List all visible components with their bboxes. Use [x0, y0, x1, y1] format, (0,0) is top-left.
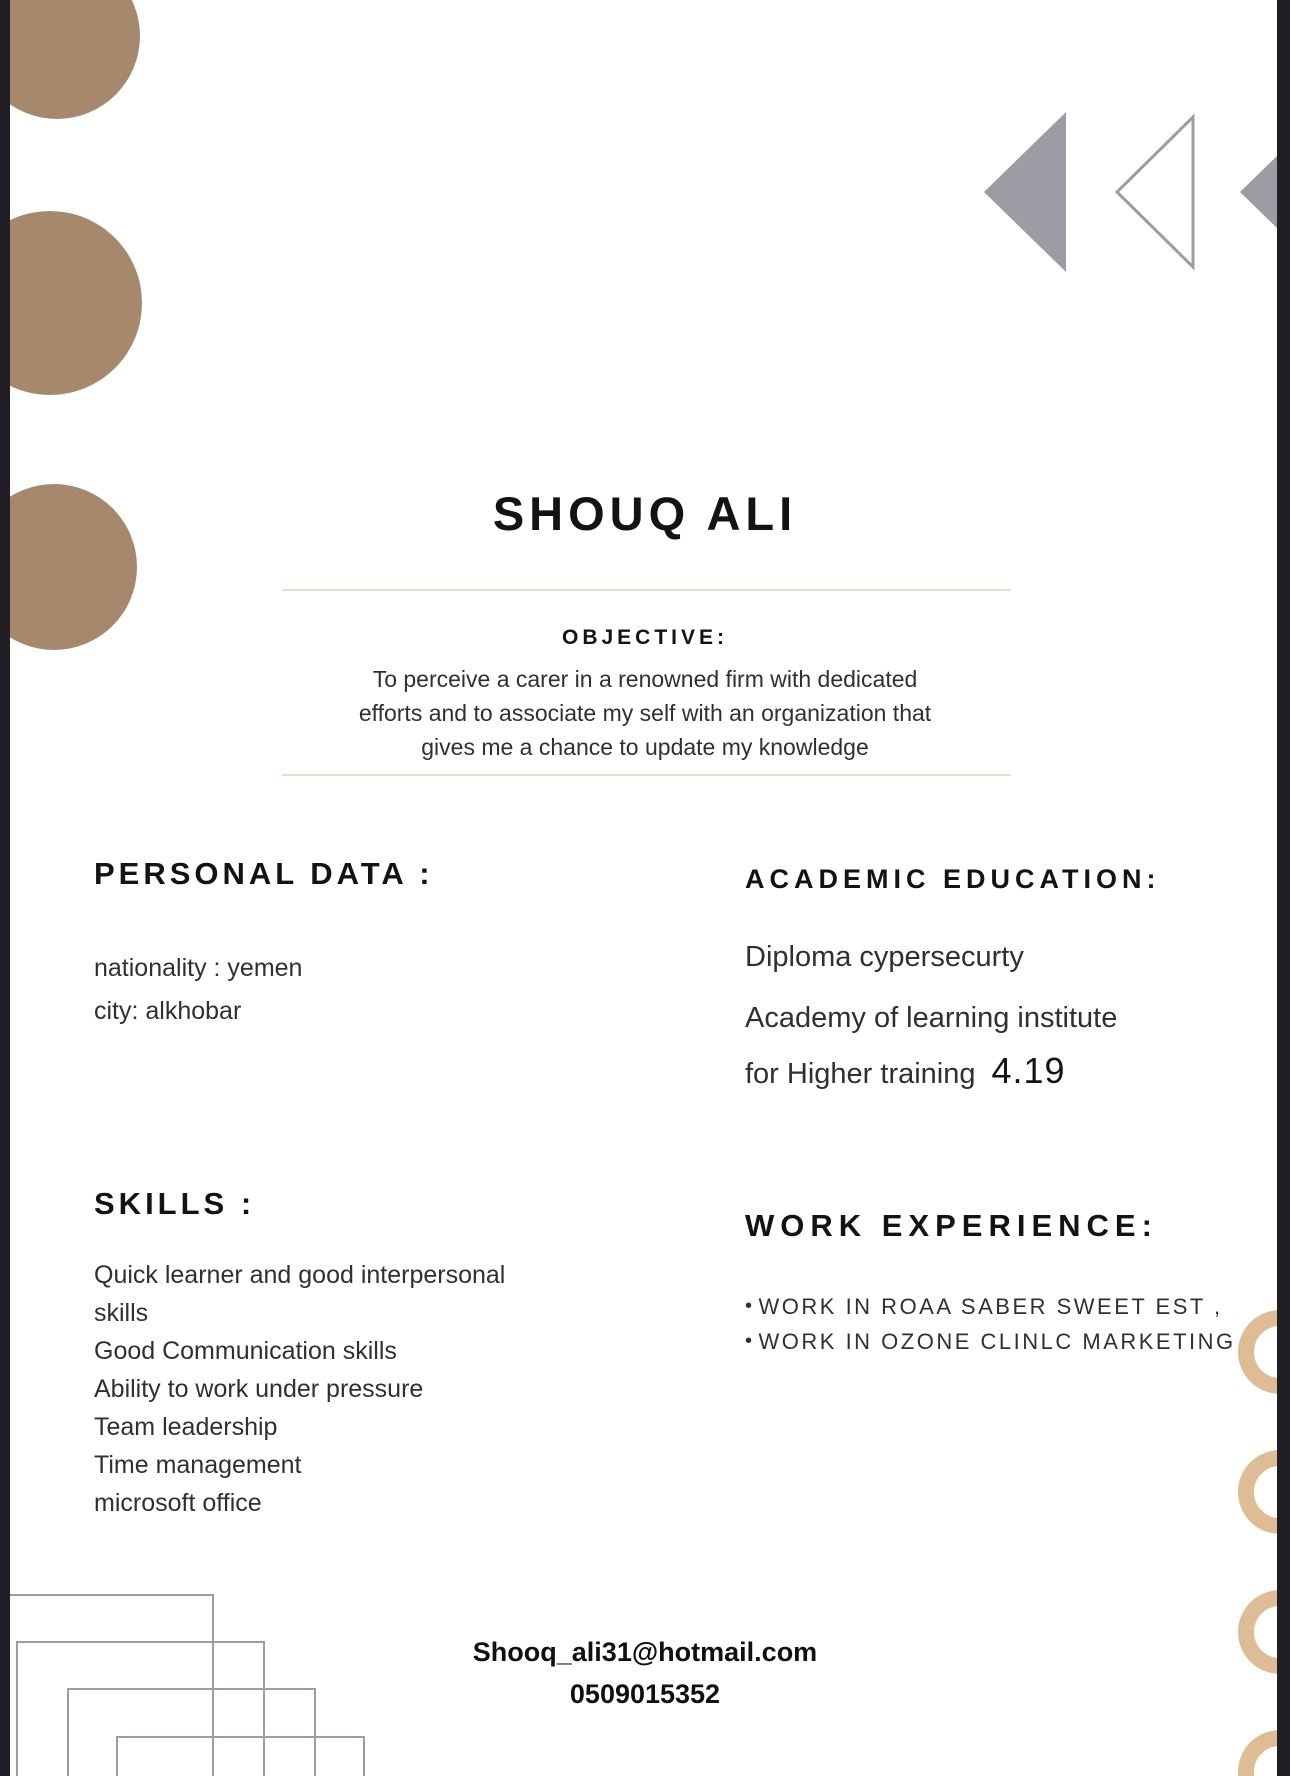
- institution-line: [745, 1050, 1066, 1092]
- grade-value: 4.19: [991, 1050, 1066, 1091]
- skill-line: microsoft office: [94, 1489, 262, 1517]
- work-experience-item: [745, 1325, 1236, 1360]
- square-outline-decor: [116, 1736, 365, 1776]
- left-dark-edge: [0, 0, 10, 1776]
- work-experience-heading: WORK EXPERIENCE:: [745, 1208, 1158, 1243]
- brown-circle-middle-icon: [0, 211, 142, 395]
- skills-heading: SKILLS :: [94, 1186, 256, 1221]
- email-text: Shooq_ali31@hotmail.com: [472, 1637, 818, 1667]
- work-experience-text: WORK IN OZONE CLINLC MARKETING: [758, 1329, 1236, 1354]
- work-experience-text: WORK IN ROAA SABER SWEET EST ,: [758, 1294, 1223, 1319]
- skill-line: Good Communication skills: [94, 1337, 397, 1365]
- skill-line: Ability to work under pressure: [94, 1375, 424, 1403]
- divider-line: [282, 589, 1011, 591]
- page-title: SHOUQ ALI: [492, 487, 798, 541]
- brown-circle-top-icon: [0, 0, 140, 119]
- skill-line: Time management: [94, 1451, 302, 1479]
- objective-heading: OBJECTIVE:: [561, 626, 729, 649]
- work-experience-item: [745, 1290, 1236, 1325]
- objective-line: To perceive a carer in a renowned firm with dedicated: [372, 666, 918, 692]
- divider-line: [282, 774, 1011, 776]
- personal-data-item: nationality : yemen: [94, 954, 303, 982]
- personal-data-heading: PERSONAL DATA :: [94, 856, 434, 891]
- skill-line: Quick learner and good interpersonal: [94, 1261, 506, 1289]
- objective-line: efforts and to associate my self with an organization that: [358, 700, 932, 726]
- work-experience-list: [745, 1290, 1236, 1360]
- filled-triangle-icon: [984, 112, 1066, 272]
- personal-data-item: city: alkhobar: [94, 997, 242, 1025]
- bullet-icon: •: [745, 1330, 755, 1352]
- skill-line: Team leadership: [94, 1413, 278, 1441]
- right-dark-edge: [1277, 0, 1290, 1776]
- objective-line: gives me a chance to update my knowledge: [421, 734, 869, 760]
- skill-line: skills: [94, 1299, 149, 1327]
- degree-text: Diploma cypersecurty: [745, 941, 1024, 973]
- institution-text: for Higher training: [745, 1058, 976, 1090]
- objective-text: [0, 662, 1290, 764]
- bullet-icon: •: [745, 1295, 755, 1317]
- institution-line: Academy of learning institute: [745, 1002, 1118, 1034]
- outline-triangle-icon: [1113, 112, 1195, 272]
- skills-list: [94, 1256, 505, 1522]
- personal-data-list: [94, 947, 302, 1033]
- academic-education-heading: ACADEMIC EDUCATION:: [745, 864, 1161, 894]
- phone-text: 0509015352: [569, 1679, 721, 1709]
